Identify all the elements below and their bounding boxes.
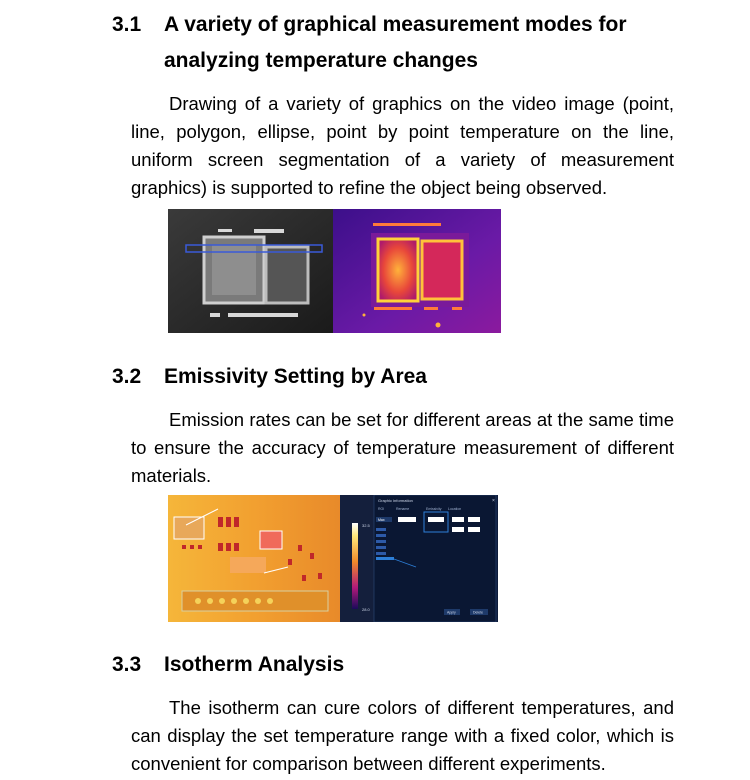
section-number: 3.2	[112, 365, 142, 388]
col-rename: Rename	[396, 507, 410, 511]
col-emissivity: Emissivity	[426, 507, 442, 511]
section-title: Isotherm Analysis	[164, 653, 345, 676]
section-number: 3.3	[112, 653, 142, 676]
apply-button: Apply	[447, 610, 456, 615]
scale-top-label: 32.5	[362, 523, 370, 528]
panel-title: Graphic information	[378, 498, 413, 503]
section-title: A variety of graphical measurement modes for analyzing temperature changes	[164, 13, 627, 72]
section-title: Emissivity Setting by Area	[164, 365, 427, 388]
scale-bottom-label: 28.0	[362, 607, 370, 612]
emissivity-figure	[168, 495, 498, 622]
col-roi: ROI	[378, 507, 385, 511]
max-label: Max	[378, 518, 385, 522]
section-body-3-3: The isotherm can cure colors of different temperatures, and can display the set temperature range with a fixed color, which is convenient for comparison between different experiments.	[131, 697, 674, 774]
measurement-modes-figure	[168, 209, 501, 333]
section-number: 3.1	[112, 13, 142, 36]
close-icon: ×	[492, 498, 495, 504]
section-body-3-2: Emission rates can be set for different areas at the same time to ensure the accuracy of temperature measurement of different materials.	[131, 409, 674, 486]
delete-button: Delete	[473, 610, 484, 615]
col-location: Location	[448, 507, 462, 511]
section-body-3-1: Drawing of a variety of graphics on the video image (point, line, polygon, ellipse, point by point temperature on the line, uniform screen segmentation of a variety of measurement graphics) is supported to refine the object being observed.	[131, 93, 674, 198]
